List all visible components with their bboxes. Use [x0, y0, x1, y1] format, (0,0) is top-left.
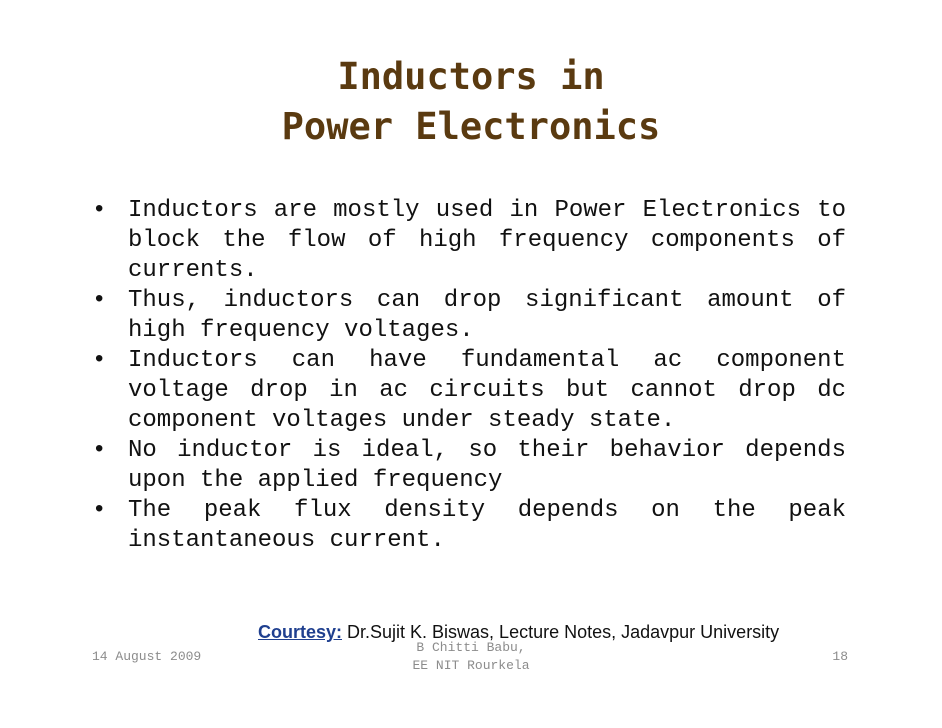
title-line-2: Power Electronics [281, 105, 661, 148]
footer-author-name: B Chitti Babu, [416, 640, 526, 655]
footer-author [0, 639, 942, 675]
footer-author-institution: EE NIT Rourkela [412, 658, 530, 673]
bullet-item: • Inductors are mostly used in Power Electronics to block the flow of high frequency components of currents. [90, 196, 846, 286]
courtesy-text: Dr.Sujit K. Biswas, Lecture Notes, Jadavpur University [342, 622, 780, 642]
courtesy-label: Courtesy: [258, 622, 343, 642]
bullet-list [90, 196, 846, 556]
bullet-item: • No inductor is ideal, so their behavior depends upon the applied frequency [90, 436, 846, 496]
page-number: 18 [832, 649, 848, 664]
footer-date: 14 August 2009 [92, 649, 202, 664]
bullet-item: • Inductors can have fundamental ac component voltage drop in ac circuits but cannot drop dc component voltages under steady state. [90, 346, 846, 436]
bullet-item: • The peak flux density depends on the peak instantaneous current. [90, 496, 846, 556]
title-line-1: Inductors in [337, 55, 605, 98]
slide-title [0, 52, 942, 152]
bullet-item: • Thus, inductors can drop significant amount of high frequency voltages. [90, 286, 846, 346]
